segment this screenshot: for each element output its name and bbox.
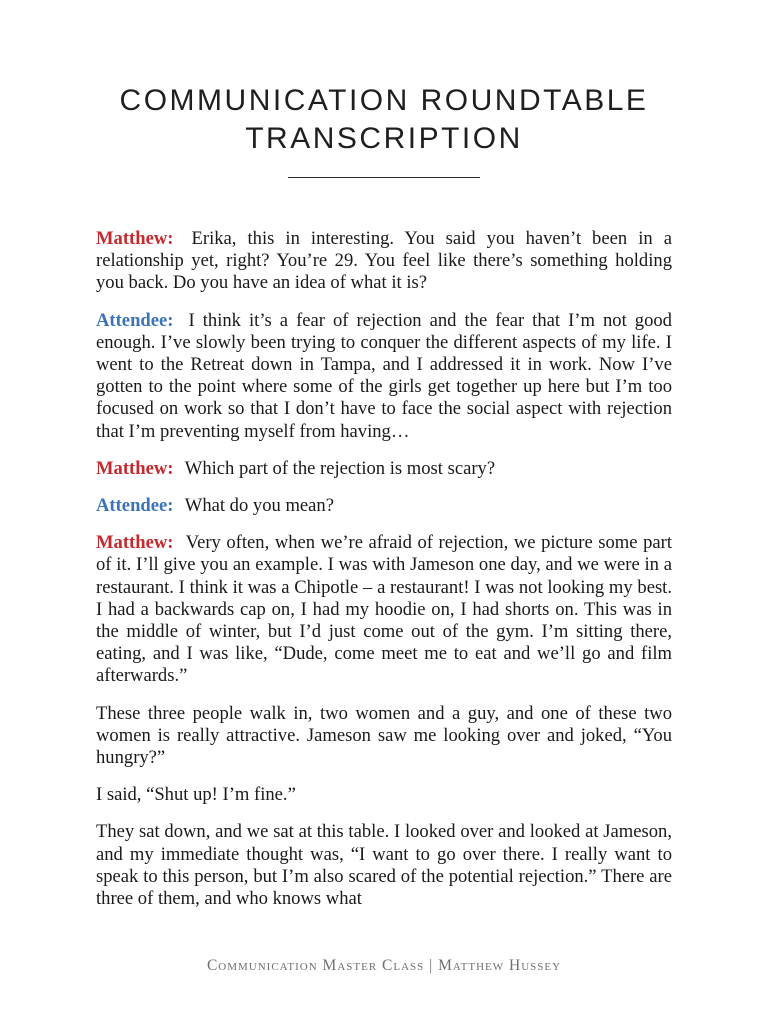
title-line-1: COMMUNICATION ROUNDTABLE: [119, 84, 649, 117]
transcript-paragraph: [96, 495, 672, 517]
paragraph-text: I said, “Shut up! I’m fine.”: [96, 784, 296, 806]
paragraph-text: They sat down, and we sat at this table. I looked over and looked at Jameson, and my immediate thought was, “I want to go over there. I really want to speak to this person, but I’m also scared of the potential rejection.” There are three of them, and who knows what: [96, 821, 672, 910]
speaker-label: Attendee:: [96, 309, 174, 331]
page-footer: Communication Master Class | Matthew Hussey: [206, 957, 562, 974]
transcript-paragraph: [96, 784, 672, 806]
paragraph-text: I think it’s a fear of rejection and the fear that I’m not good enough. I’ve slowly been trying to conquer the different aspects of my life. I went to the Retreat down in Tampa, and I addressed it in work. Now I’ve gotten to the point where some of the girls get together up here but I’m too focused on work so that I don’t have to face the social aspect with rejection that I’m preventing myself from having…: [96, 309, 672, 442]
transcript-paragraph: [96, 458, 672, 480]
transcript-paragraph: [96, 703, 672, 770]
speaker-label: Matthew:: [96, 532, 174, 554]
title-line-2: TRANSCRIPTION: [245, 122, 523, 155]
transcript-paragraph: [96, 228, 672, 295]
paragraph-text: Which part of the rejection is most scary?: [184, 457, 496, 479]
transcript-paragraph: [96, 532, 672, 687]
paragraph-text: These three people walk in, two women and a guy, and one of these two women is really attractive. Jameson saw me looking over and joked, “You hungry?”: [96, 702, 672, 769]
transcript-paragraph: [96, 310, 672, 443]
title-divider: [288, 177, 480, 178]
speaker-label: Matthew:: [96, 457, 174, 479]
paragraph-text: Very often, when we’re afraid of rejection, we picture some part of it. I’ll give you an example. I was with Jameson one day, and we were in a restaurant. I think it was a Chipotle – a restaurant! I was not looking my best. I had a backwards cap on, I had my hoodie on, I had shorts on. This was in the middle of winter, but I’d just come out of the gym. I’m sitting there, eating, and I was like, “Dude, come meet me to eat and we’ll go and film afterwards.”: [96, 532, 673, 687]
speaker-label: Matthew:: [96, 228, 174, 249]
paragraph-text: What do you mean?: [184, 495, 334, 517]
speaker-label: Attendee:: [96, 495, 174, 517]
transcript-paragraph: [96, 821, 672, 910]
page-title: [0, 82, 768, 158]
paragraph-text: Erika, this in interesting. You said you haven’t been in a relationship yet, right? You’re 29. You feel like there’s something holding you back. Do you have an idea of what it is?: [96, 228, 672, 294]
transcript-body: [96, 228, 672, 925]
